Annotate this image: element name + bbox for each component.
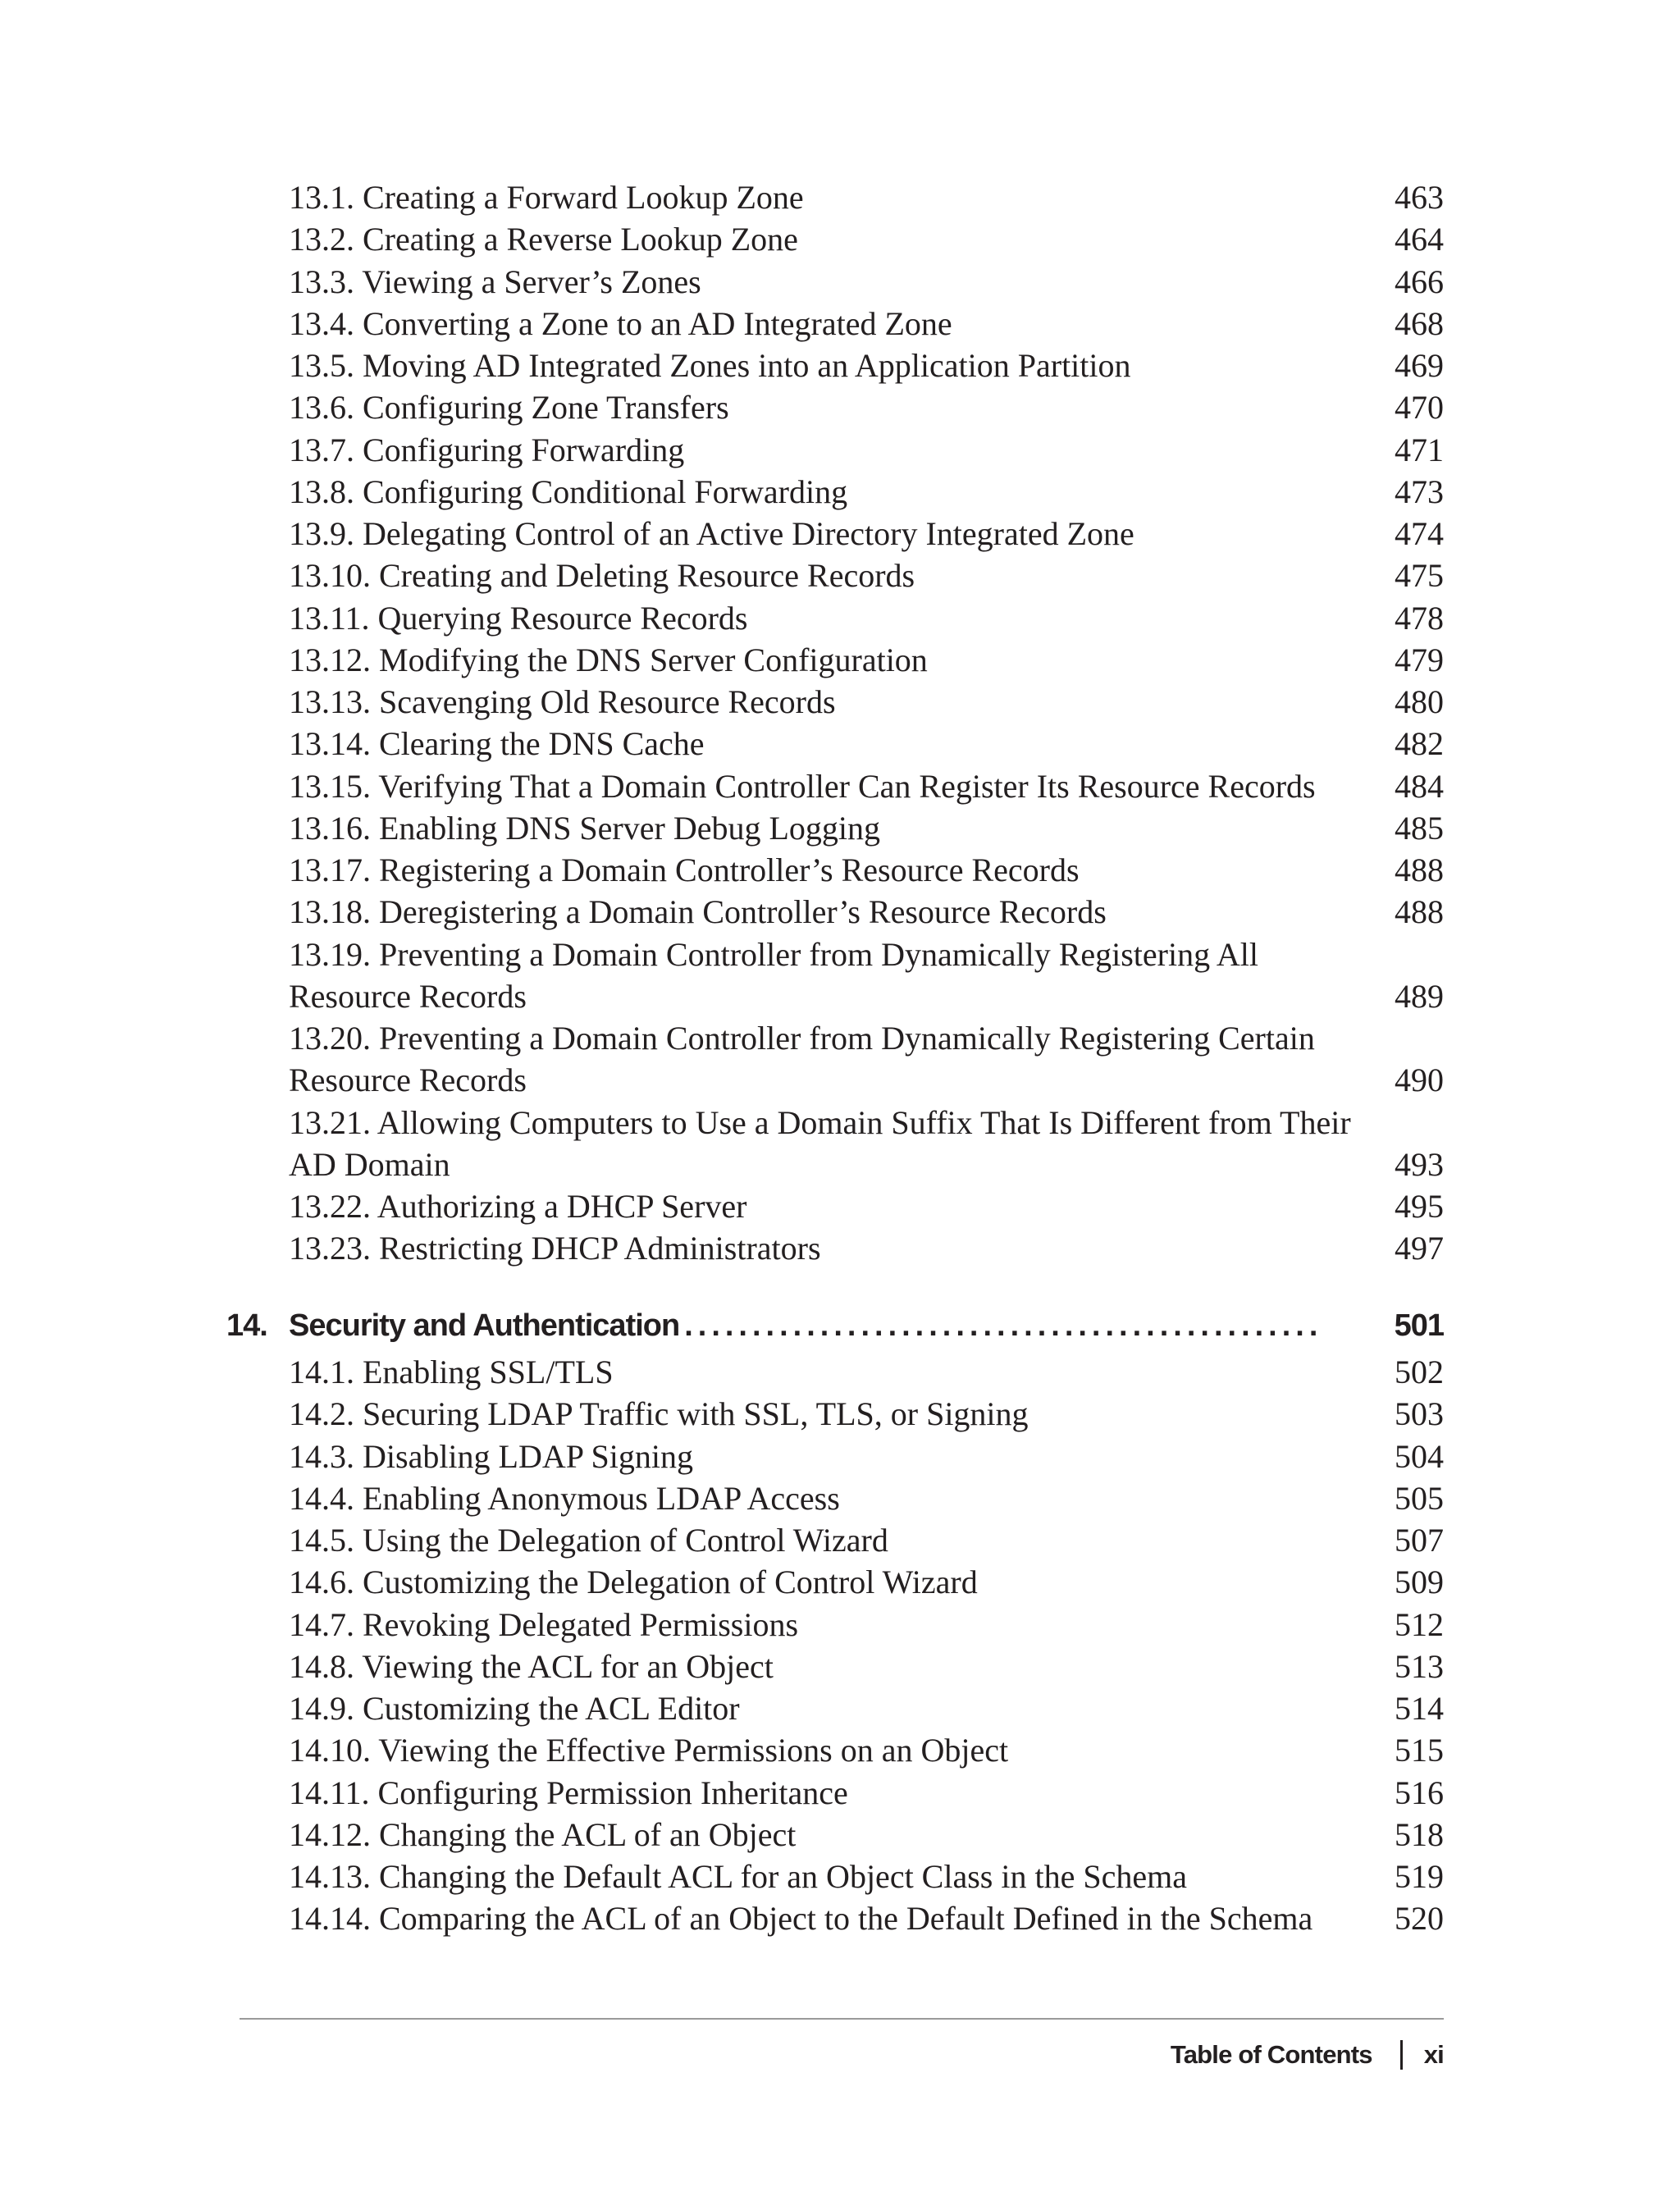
toc-entry-title: 13.17. Registering a Domain Controller’s Resource Records <box>289 851 1080 888</box>
toc-entry-page: 475 <box>1395 557 1444 595</box>
toc-entry-title: 14.1. Enabling SSL/TLS <box>289 1354 614 1390</box>
toc-chapter-14[interactable] <box>226 1303 1444 1349</box>
toc-entry[interactable] <box>289 1227 1444 1269</box>
toc-entry[interactable] <box>289 1814 1444 1856</box>
toc-entry-page: 512 <box>1395 1605 1444 1643</box>
toc-entry-page: 518 <box>1395 1815 1444 1853</box>
toc-entry[interactable] <box>289 303 1444 345</box>
footer-divider <box>240 2018 1444 2020</box>
toc-entry[interactable] <box>289 1477 1444 1519</box>
toc-entry-title: 14.8. Viewing the ACL for an Object <box>289 1647 774 1685</box>
toc-entry-title: 13.23. Restricting DHCP Administrators <box>289 1230 821 1267</box>
toc-entry-page: 463 <box>1395 179 1444 216</box>
toc-entry[interactable] <box>289 1393 1444 1435</box>
toc-entry[interactable] <box>289 1772 1444 1814</box>
toc-entry-title: 14.7. Revoking Delegated Permissions <box>289 1605 799 1643</box>
toc-entry[interactable] <box>289 807 1444 849</box>
toc-entry[interactable] <box>289 934 1444 1018</box>
toc-entry-title: 14.5. Using the Delegation of Control Wizard <box>289 1522 888 1559</box>
toc-entry-title: 13.14. Clearing the DNS Cache <box>289 725 705 763</box>
footer-page-number: xi <box>1423 2040 1444 2069</box>
toc-entry-page: 478 <box>1395 599 1444 637</box>
toc-entry-title: 14.4. Enabling Anonymous LDAP Access <box>289 1479 840 1517</box>
toc-entry-page: 466 <box>1395 262 1444 300</box>
toc-entry-title: 14.12. Changing the ACL of an Object <box>289 1815 797 1853</box>
toc-entry-page: 502 <box>1395 1354 1444 1390</box>
toc-entry-title: 14.9. Customizing the ACL Editor <box>289 1690 740 1727</box>
toc-entry[interactable] <box>289 345 1444 386</box>
toc-entry[interactable] <box>289 1646 1444 1687</box>
toc-entry[interactable] <box>289 386 1444 428</box>
toc-entry-title: 13.22. Authorizing a DHCP Server <box>289 1188 747 1225</box>
toc-entry-page: 504 <box>1395 1437 1444 1475</box>
toc-entry[interactable] <box>289 218 1444 260</box>
toc-entry[interactable] <box>289 1017 1444 1102</box>
toc-entry[interactable] <box>289 723 1444 765</box>
toc-entry-page: 484 <box>1395 767 1444 805</box>
toc-entry-page: 482 <box>1395 725 1444 763</box>
toc-entry-title: 13.3. Viewing a Server’s Zones <box>289 262 701 300</box>
chapter-title: Security and Authentication <box>289 1308 680 1343</box>
toc-entry[interactable] <box>289 1185 1444 1227</box>
toc-entry-page: 485 <box>1395 809 1444 847</box>
toc-entry-page: 488 <box>1395 851 1444 888</box>
toc-entry-title: 13.20. Preventing a Domain Controller from Dynamically Registering Certain Resource Records <box>289 1020 1315 1099</box>
toc-entry-page: 490 <box>1395 1061 1444 1099</box>
toc-entry[interactable] <box>289 1351 1444 1393</box>
toc-entry[interactable] <box>289 429 1444 471</box>
chapter-number: 14. <box>226 1308 267 1343</box>
toc-entry-title: 14.10. Viewing the Effective Permissions on an Object <box>289 1732 1009 1769</box>
toc-entry-page: 468 <box>1395 304 1444 342</box>
toc-entry-page: 470 <box>1395 389 1444 427</box>
toc-entry-title: 13.11. Querying Resource Records <box>289 599 748 637</box>
toc-entry[interactable] <box>289 639 1444 681</box>
toc-entry-title: 13.21. Allowing Computers to Use a Domain Suffix That Is Different from Their AD Domain <box>289 1103 1351 1183</box>
footer-label: Table of Contents <box>1170 2040 1372 2069</box>
toc-entry-page: 514 <box>1395 1690 1444 1727</box>
toc-entry-title: 13.8. Configuring Conditional Forwarding <box>289 472 848 510</box>
toc-entry-title: 13.9. Delegating Control of an Active Directory Integrated Zone <box>289 515 1134 552</box>
toc-entry-page: 469 <box>1395 347 1444 384</box>
toc-entry-page: 473 <box>1395 472 1444 510</box>
toc-entry-page: 509 <box>1395 1564 1444 1601</box>
toc-entry-page: 479 <box>1395 641 1444 678</box>
toc-entry-page: 497 <box>1395 1230 1444 1267</box>
toc-entry[interactable] <box>289 891 1444 933</box>
toc-entry-title: 13.6. Configuring Zone Transfers <box>289 389 729 427</box>
toc-entry-page: 513 <box>1395 1647 1444 1685</box>
toc-entry-title: 13.4. Converting a Zone to an AD Integrated Zone <box>289 304 952 342</box>
toc-entry[interactable] <box>289 681 1444 723</box>
toc-entry[interactable] <box>289 1519 1444 1561</box>
chapter-page-number: 501 <box>1394 1308 1444 1343</box>
toc-entry[interactable] <box>289 1687 1444 1729</box>
toc-entry-page: 493 <box>1395 1145 1444 1183</box>
toc-entry[interactable] <box>289 1604 1444 1646</box>
toc-entry[interactable] <box>289 597 1444 639</box>
toc-entry-title: 14.6. Customizing the Delegation of Control Wizard <box>289 1564 978 1601</box>
toc-entry-page: 519 <box>1395 1858 1444 1895</box>
toc-entry-title: 14.14. Comparing the ACL of an Object to the Default Defined in the Schema <box>289 1900 1313 1938</box>
toc-entry[interactable] <box>289 471 1444 513</box>
toc-entry-title: 13.5. Moving AD Integrated Zones into an Application Partition <box>289 347 1131 384</box>
toc-entry[interactable] <box>289 261 1444 303</box>
toc-entry[interactable] <box>289 513 1444 555</box>
toc-entry[interactable] <box>289 1856 1444 1897</box>
toc-entry-page: 489 <box>1395 977 1444 1015</box>
toc-entry-title: 13.10. Creating and Deleting Resource Records <box>289 557 915 595</box>
dot-leader: ............................................... <box>684 1308 1323 1343</box>
toc-section-13-list <box>289 176 1444 1270</box>
toc-entry-page: 480 <box>1395 683 1444 720</box>
toc-entry[interactable] <box>289 1561 1444 1603</box>
footer-separator <box>1400 2040 1403 2070</box>
toc-entry[interactable] <box>289 1729 1444 1771</box>
toc-entry-page: 520 <box>1395 1900 1444 1938</box>
toc-entry[interactable] <box>289 176 1444 218</box>
toc-entry-page: 488 <box>1395 893 1444 931</box>
toc-entry-title: 13.13. Scavenging Old Resource Records <box>289 683 836 720</box>
toc-entry-title: 14.11. Configuring Permission Inheritance <box>289 1774 848 1811</box>
toc-entry-title: 13.12. Modifying the DNS Server Configuration <box>289 641 928 678</box>
toc-entry[interactable] <box>289 1897 1444 1939</box>
toc-entry-title: 13.7. Configuring Forwarding <box>289 431 685 468</box>
toc-entry-page: 516 <box>1395 1774 1444 1811</box>
toc-entry-title: 13.1. Creating a Forward Lookup Zone <box>289 179 804 216</box>
toc-entry-title: 14.2. Securing LDAP Traffic with SSL, TLS, or Signing <box>289 1395 1029 1433</box>
toc-entry-title: 13.15. Verifying That a Domain Controller Can Register Its Resource Records <box>289 767 1316 805</box>
toc-entry-title: 13.16. Enabling DNS Server Debug Logging <box>289 809 881 847</box>
toc-entry[interactable] <box>289 555 1444 596</box>
toc-entry-title: 13.2. Creating a Reverse Lookup Zone <box>289 221 798 258</box>
toc-entry[interactable] <box>289 765 1444 807</box>
toc-entry-page: 515 <box>1395 1732 1444 1769</box>
toc-entry[interactable] <box>289 1102 1444 1186</box>
page-footer <box>1171 2034 1444 2075</box>
toc-entry[interactable] <box>289 1436 1444 1477</box>
toc-entry-page: 505 <box>1395 1479 1444 1517</box>
toc-entry-page: 474 <box>1395 515 1444 552</box>
toc-entry-page: 464 <box>1395 221 1444 258</box>
toc-entry-title: 13.19. Preventing a Domain Controller from Dynamically Registering All Resource Records <box>289 935 1259 1015</box>
toc-entry[interactable] <box>289 849 1444 891</box>
toc-entry-title: 13.18. Deregistering a Domain Controller’s Resource Records <box>289 893 1107 931</box>
toc-entry-page: 471 <box>1395 431 1444 468</box>
toc-entry-title: 14.3. Disabling LDAP Signing <box>289 1437 693 1475</box>
toc-entry-page: 503 <box>1395 1395 1444 1433</box>
toc-entry-title: 14.13. Changing the Default ACL for an Object Class in the Schema <box>289 1858 1187 1895</box>
toc-entry-page: 495 <box>1395 1188 1444 1225</box>
toc-section-14-list <box>289 1351 1444 1940</box>
toc-entry-page: 507 <box>1395 1522 1444 1559</box>
